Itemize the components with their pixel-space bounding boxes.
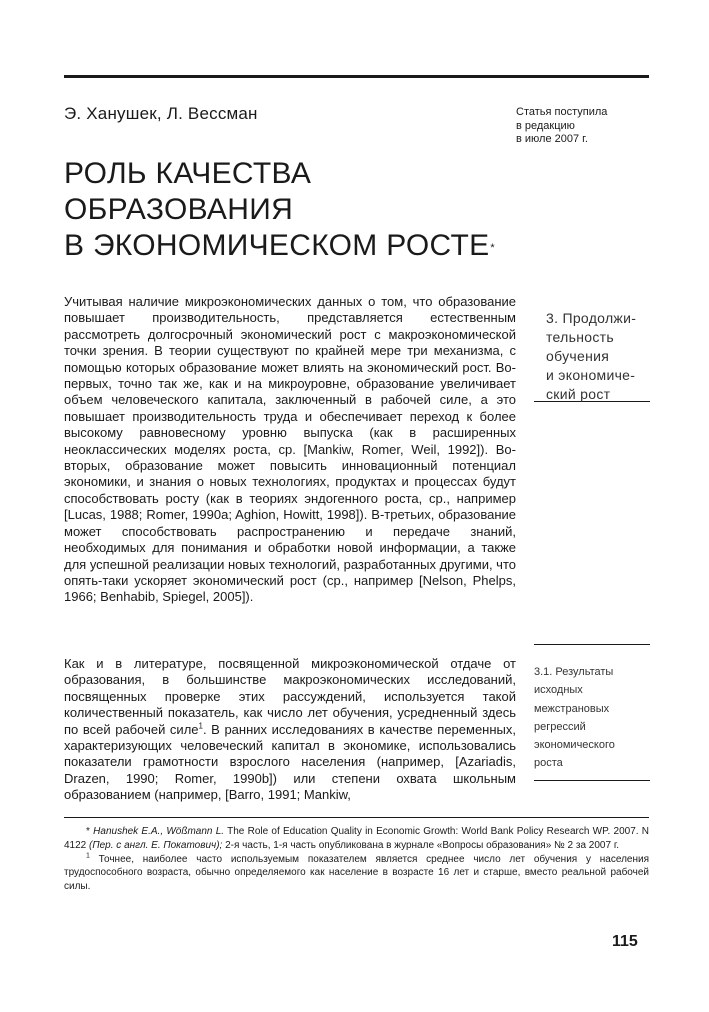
footnote-1-marker: 1 — [86, 852, 90, 860]
footnote-star-authors: Hanushek E.A., Wößmann L. — [93, 826, 225, 837]
authors: Э. Ханушек, Л. Вессман — [64, 104, 258, 123]
subsection-heading-line: межстрановых — [534, 702, 610, 715]
page-number: 115 — [612, 933, 638, 950]
section-heading-line: тельность — [546, 329, 614, 345]
footnote-ref-1: 1 — [198, 721, 203, 731]
subsection-heading-line: экономического — [534, 739, 615, 752]
article-title — [64, 156, 495, 264]
title-line: В ЭКОНОМИЧЕСКОМ РОСТЕ — [64, 229, 490, 262]
title-line: РОЛЬ КАЧЕСТВА — [64, 157, 312, 190]
footnote-star-text: The Role of Education Quality in Economic Growth: World Bank Policy Research WP. 2007. N 4122 — [64, 826, 649, 851]
title-line: ОБРАЗОВАНИЯ — [64, 193, 294, 226]
subsection-top-rule — [534, 644, 650, 645]
received-line: в редакцию — [516, 119, 575, 132]
footnote-star-text-end: 2-я часть, 1-я часть опубликована в журнале «Вопросы образования» № 2 за 2007 г. — [222, 839, 620, 851]
paragraph-1: Учитывая наличие микроэкономических данных о том, что образование повышает производительность, представляется естественным рассмотреть долгосрочный экономический рост с макроэкономической точки зрения. В теории существуют по крайней мере три механизма, с помощью которых образование может влиять на экономический рост. Во-первых, точно так же, как и на микроуровне, образование увеличивает объем человеческого капитала, заключенный в рабочей силе, а это повышает производительность труда и обеспечивает переход к более высокому равновесному уровню выпуска (как в расширенных неоклассических моделях роста, ср. [Mankiw, Romer, Weil, 1992]). Во-вторых, образование может повысить инновационный потенциал экономики, и знания о новых технологиях, продуктах и процессах будут способствовать росту (как в теориях эндогенного роста, ср., например [Lucas, 1988; Romer, 1990a; Aghion, Howitt, 1998]). В-третьих, образование может способствовать распространению и передаче знаний, необходимых для понимания и обработки новой информации, а также для успешной реализации новых технологий, разработанных другими, что опять-таки ускоряет экономический рост (ср., например [Nelson, Phelps, 1966; Benhabib, Spiegel, 2005]). — [64, 294, 516, 605]
subsection-heading-line: роста — [534, 757, 563, 770]
paragraph-2 — [64, 656, 516, 804]
section-heading-line: ский рост — [546, 386, 611, 402]
section-heading-line: и экономиче- — [546, 367, 636, 383]
title-footnote-marker: * — [490, 242, 495, 254]
footnote-star — [64, 825, 649, 853]
section-heading-line: обучения — [546, 348, 610, 364]
received-line: в июле 2007 г. — [516, 133, 588, 145]
received-note — [516, 106, 607, 147]
received-line: Статья поступила — [516, 106, 608, 118]
subsection-bottom-rule — [534, 780, 650, 781]
footnote-rule — [64, 817, 649, 818]
footnote-1 — [64, 853, 649, 894]
footnotes — [64, 825, 649, 894]
section-heading — [546, 309, 636, 404]
subsection-heading-line: 3.1. Результаты — [534, 666, 614, 678]
title-line-last — [64, 228, 495, 264]
footnote-1-text: Точнее, наиболее часто используемым показателем является среднее число лет обучения у населения трудоспособного возраста, обычно определяемого как население в возрасте 16 лет и старше, вместо реальной рабочей силы. — [64, 853, 649, 893]
subsection-heading-line: регрессий — [534, 720, 586, 733]
top-rule — [64, 75, 649, 78]
subsection-heading — [534, 663, 615, 773]
footnote-star-marker: * — [86, 826, 90, 837]
paragraph-2-part2: . В ранних исследованиях в качестве переменных, характеризующих человеческий капитал в экономике, использовались показатели грамотности взрослого населения (например, [Azariadis, Drazen, 1990; Romer, 1990b]) или степени охвата школьным образованием (например, [Barro, 1991; Mankiw, — [64, 721, 516, 803]
paragraph-2-part1: Как и в литературе, посвященной микроэкономической отдаче от образования, в большинстве макроэкономических исследований, посвященных проверке этих рассуждений, используется такой количественный показатель, как число лет обучения, усредненный здесь по всей рабочей силе — [64, 656, 516, 737]
section-heading-line: 3. Продолжи- — [546, 310, 637, 326]
subsection-heading-line: исходных — [534, 684, 583, 697]
footnote-star-translator: (Пер. с англ. Е. Покатович); — [89, 839, 223, 851]
